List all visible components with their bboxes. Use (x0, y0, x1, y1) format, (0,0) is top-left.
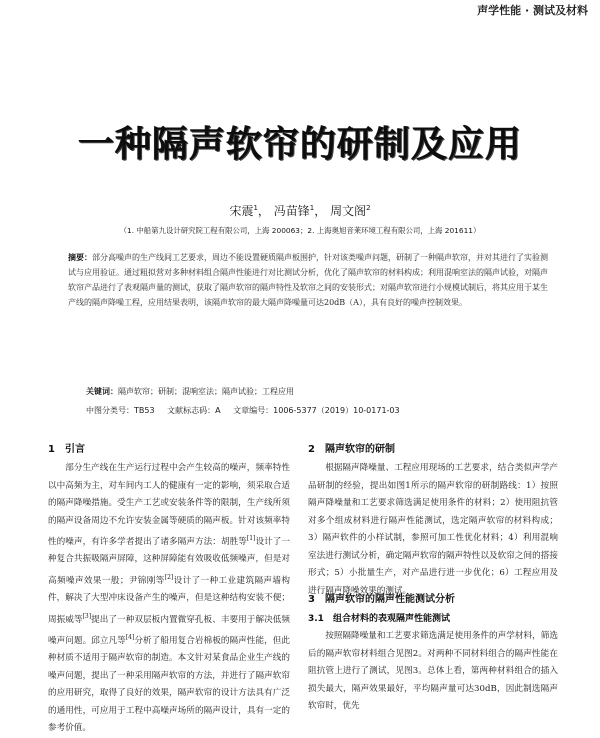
section-3-heading: 3 隔声软帘的隔声性能测试分析 (308, 594, 455, 605)
keywords-text: 隔声软帘；研制；混响室法；隔声试验；工程应用 (118, 387, 294, 396)
ref-2: [2] (164, 573, 174, 581)
article-number: 文章编号：1006-5377（2019）10-0171-03 (233, 406, 400, 415)
s1-text-b: 设计了一种复合共振吸隔声屏障，这种屏障能有效吸收低频噪声，但是对高频噪声效果一般；尹锦刚等 (48, 536, 290, 586)
clc-number: 中图分类号：TB53 (86, 406, 155, 415)
section-1-heading: 1 引言 (48, 444, 85, 455)
ref-1: [1] (246, 535, 256, 542)
author-3: 周文阁 (330, 204, 367, 218)
ref-3: [3] (82, 612, 92, 620)
author-2-affil: 1 (309, 204, 315, 212)
section-3-1-body: 按照隔降噪量和工艺要求筛选满足使用条件的声学材料，筛选后的隔声软帘材料组合见图2。对两种不同材料组合的隔声性能在阻抗管上进行了测试，见图3。总体上看，第两种材料组合的插入损失最大，隔声效果最好，平均隔声量可达30dB，因此制选隔声软帘时，优先 (308, 631, 558, 711)
s1-text-a: 部分生产线在生产运行过程中会产生较高的噪声，频率特性以中高频为主，对车间内工人的健康有一定的影响，须采取合适的隔声降噪措施。受生产工艺或安装条件等的限制，生产线所须的隔声设备周边不允许安装金属等硬质的隔声板。针对该频率特性的噪声，有许多学者提出了诸多隔声方法：胡胜等 (48, 463, 290, 547)
author-1: 宋震 (229, 204, 254, 218)
s1-text-c: 设计了一种工业建筑隔声墙构件，解决了大型冲床设备产生的噪声，但是这种结构安装不便；周振威等 (48, 575, 290, 625)
keywords-label: 关键词： (86, 387, 118, 396)
ref-4: [4] (125, 634, 135, 642)
abstract-text: 部分高噪声的生产线间工艺要求，周边不能设置硬质隔声板围护，针对该类噪声问题，研制了一种隔声软帘，并对其进行了实验测试与应用验证。通过粗拟营对多种材料组合隔声性能进行对比测试分析，优化了隔声软帘的材料构成；利用混响室法的隔声试验，对隔声软帘产品进行了表观隔声量的测试，获取了隔声软帘的隔声特性及软帘之间的安装形式；对隔声软帘进行小规模试制后，将其应用于某生产线的隔声降噪工程，应用结果表明，该隔声软帘的最大隔声降噪量可达20dB（A），具有良好的噪声控制效果。 (68, 253, 548, 307)
classification-line (86, 405, 410, 416)
keywords (86, 386, 294, 397)
author-1-affil: 1 (253, 204, 258, 212)
s1-text-d: 提出了一种双层板内置微穿孔板、丰要用于解决低频噪声问题。邱立凡等 (48, 614, 290, 646)
section-3-1-heading: 3.1 组合材料的表观隔声性能测试 (308, 614, 450, 624)
section-2-heading: 2 隔声软帘的研制 (308, 444, 395, 455)
running-header: 声学性能 · 测试及材料 (477, 4, 588, 17)
abstract-label: 摘要： (68, 253, 92, 262)
paper-title: 一种隔声软帘的研制及应用 (77, 124, 522, 165)
section-2-body: 根据隔声降噪量、工程应用现场的工艺要求，结合类似声学产品研制的经验，提出如图1所示的隔声软帘的研制路线：1）按照隔声降噪量和工艺要求筛选满足使用条件的材料；2）使用阻抗管对多个组成材料进行隔声性能测试，选定隔声软帘的材料构成；3）隔声软件的小样试制，参照可加工性优化材料；4）利用混响室法进行测试分析，确定隔声软帘的隔声特性以及软帘之间的搭接形式；5）小批量生产，对产品进行进一步优化；6）工程应用及进行隔声降噪效果的测试。 (308, 463, 558, 596)
author-2: 冯苗锋 (273, 204, 310, 218)
abstract (68, 250, 548, 310)
author-3-affil: 2 (366, 204, 371, 212)
affiliation: （1. 中船第九设计研究院工程有限公司，上海 200063；2. 上海奥旭音莱环境工程有限公司，上海 201611） (119, 226, 481, 235)
s1-text-e: 分析了船用复合岩棉板的隔声性能，但此种材质不适用于隔声软帘的制造。本文针对某食品企业生产线的噪声问题，提出了一种采用隔声软帘的方法，并进行了隔声软帘的应用研究，取得了良好的效果，隔声软帘的设计方法具有广泛的通用性，可应用于工程中高噪声场所的隔声设计，具有一定的参考价值。 (48, 635, 290, 734)
doc-code: 文献标志码：A (167, 406, 221, 415)
section-1-body (48, 460, 290, 738)
author-line: 宋震$^1$， 冯苗锋$^1$， 周文阁$^2$ (229, 204, 371, 218)
